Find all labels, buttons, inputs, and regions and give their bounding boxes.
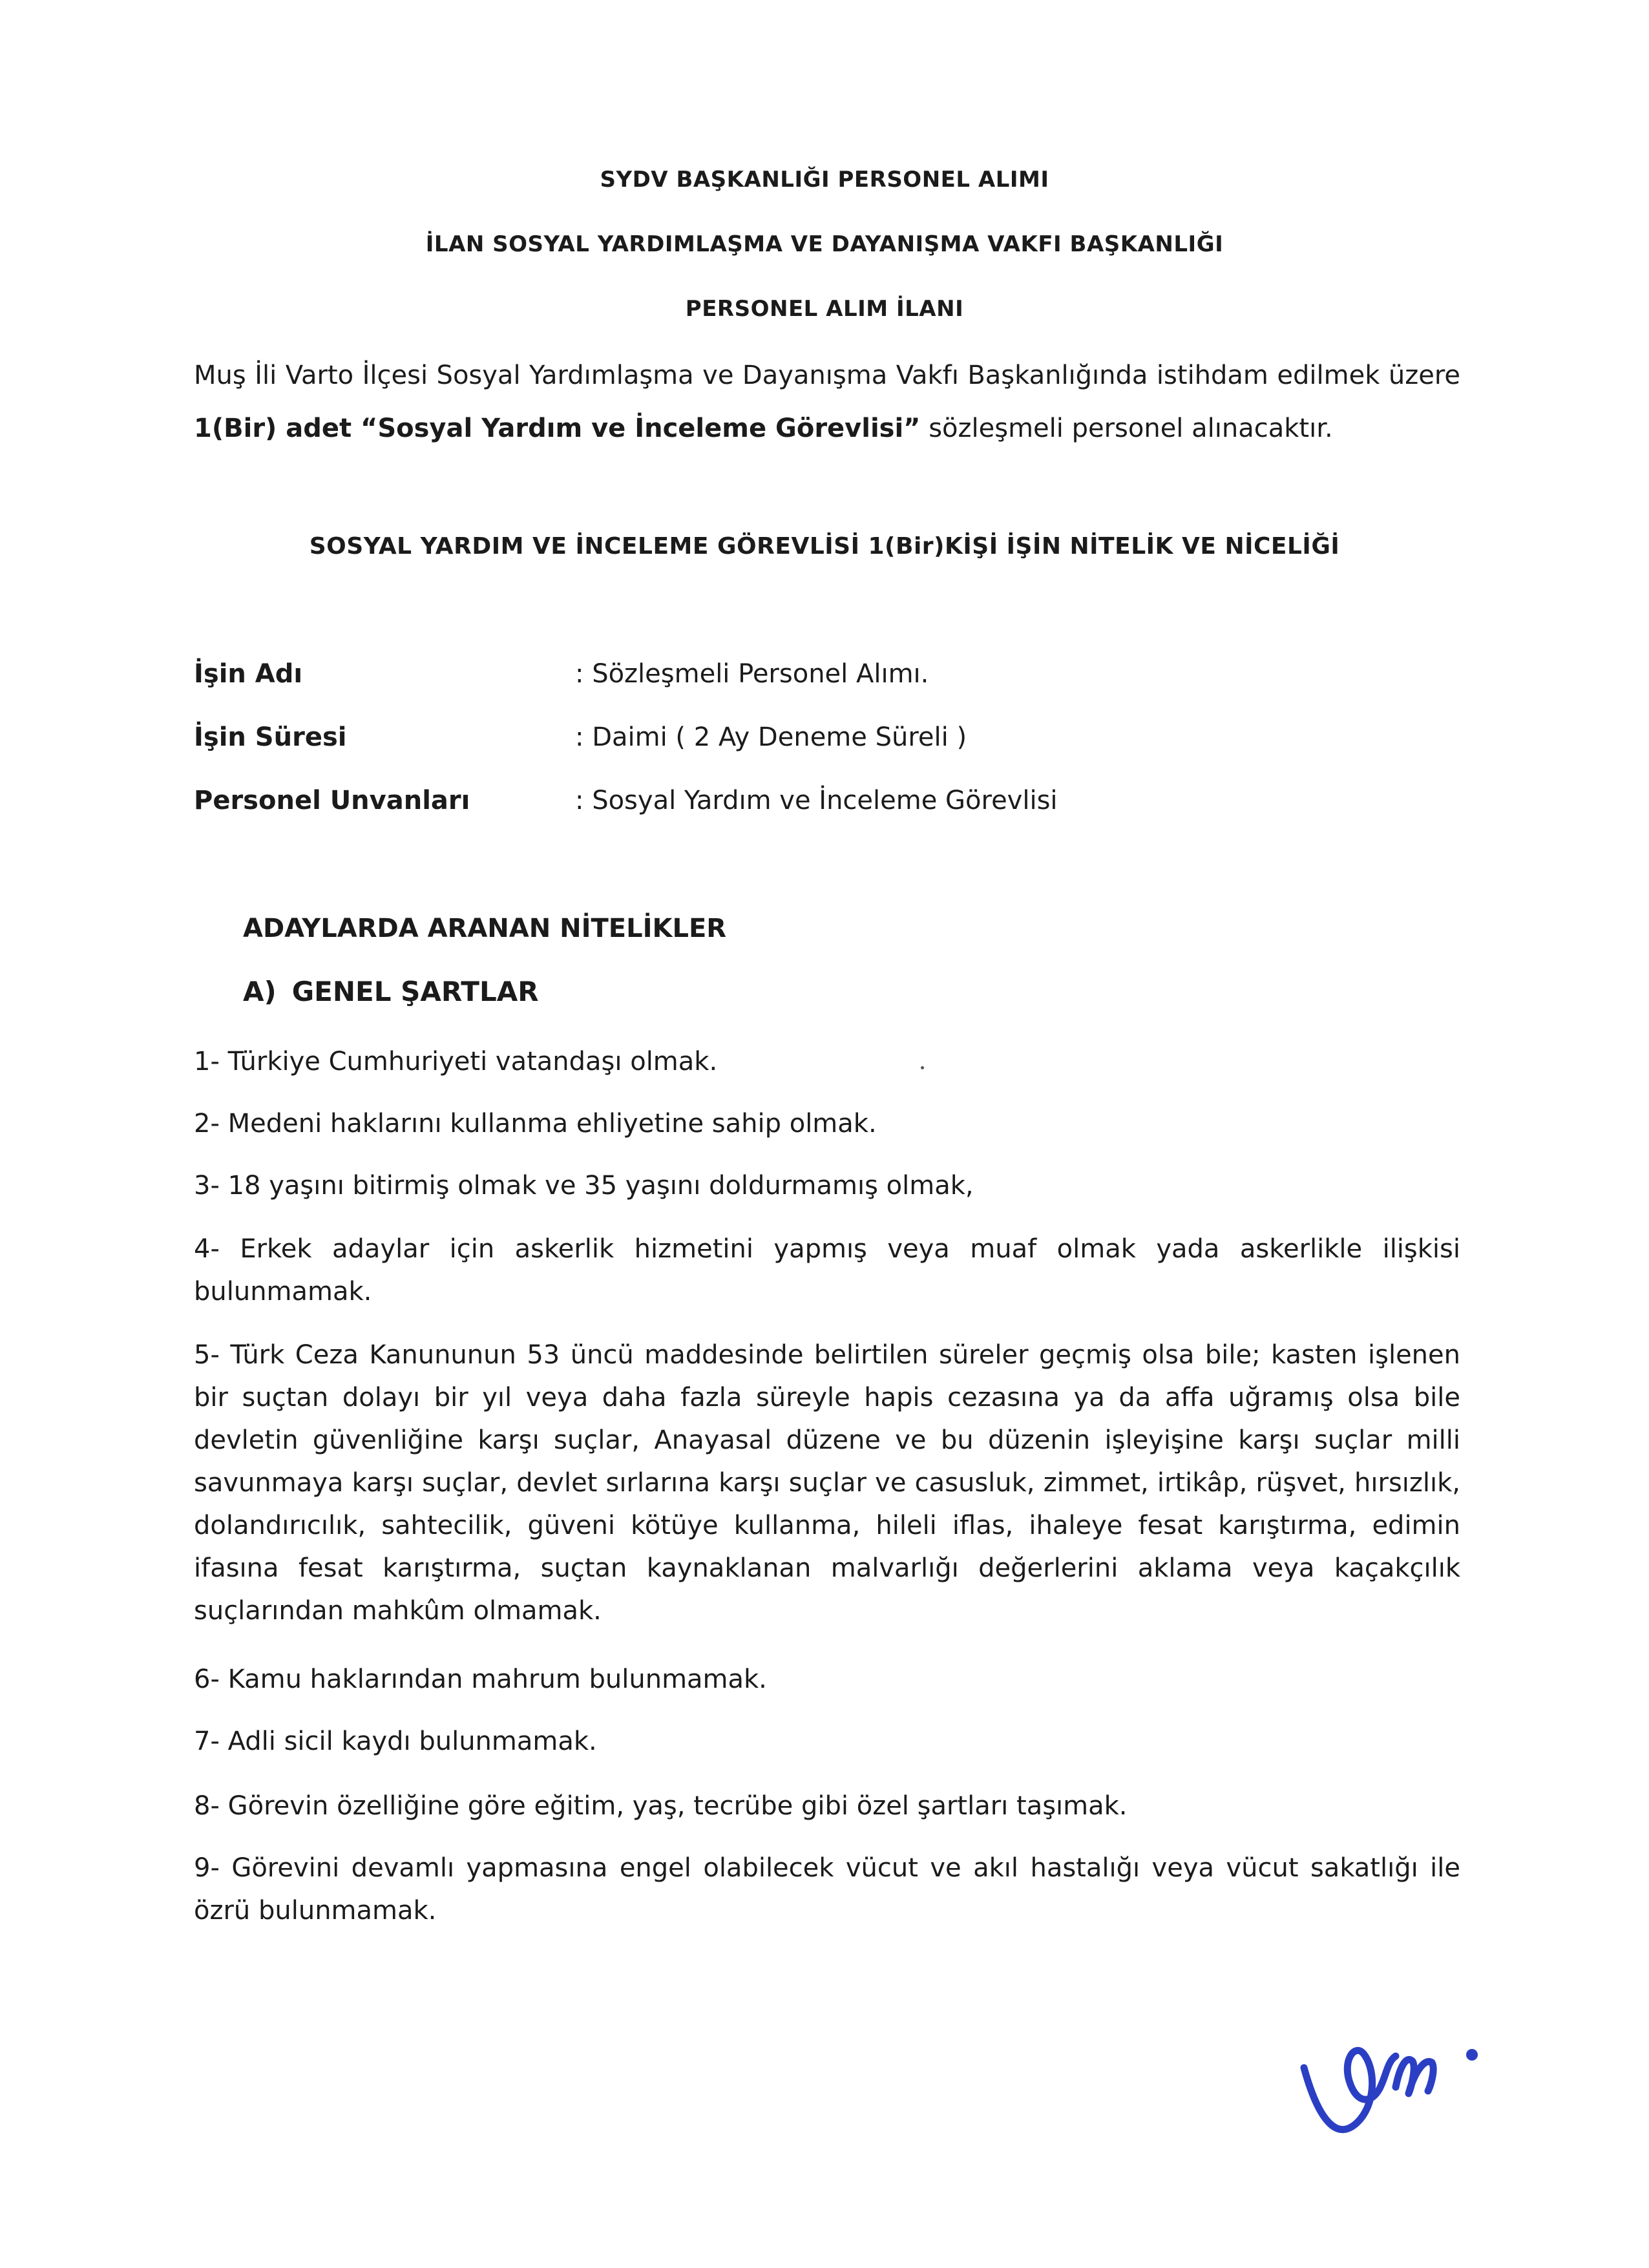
job-info-row <box>194 786 1460 824</box>
job-info-row <box>194 659 1460 698</box>
job-info-key: İşin Adı <box>194 659 303 689</box>
general-conditions-title <box>243 976 539 1007</box>
list-item: 1- Türkiye Cumhuriyeti vatandaşı olmak. <box>194 1047 718 1076</box>
job-heading: SOSYAL YARDIM VE İNCELEME GÖREVLİSİ 1(Bir)KİŞİ İŞİN NİTELİK VE NİCELİĞİ <box>309 533 1340 560</box>
job-info-key: Personel Unvanları <box>194 786 470 815</box>
list-item: 8- Görevin özelliğine göre eğitim, yaş, tecrübe gibi özel şartları taşımak. <box>194 1791 1128 1821</box>
list-item: 9- Görevini devamlı yapmasına engel olabilecek vücut ve akıl hastalığı veya vücut sakatlığı ile özrü bulunmamak. <box>194 1853 1460 1926</box>
header-line-2: İLAN SOSYAL YARDIMLAŞMA VE DAYANIŞMA VAKFI BAŞKANLIĞI <box>425 231 1224 257</box>
list-item: 7- Adli sicil kaydı bulunmamak. <box>194 1727 597 1756</box>
header-line-3: PERSONEL ALIM İLANI <box>685 296 964 322</box>
general-conditions-label: GENEL ŞARTLAR <box>291 976 539 1007</box>
general-conditions-letter: A) <box>243 976 277 1007</box>
list-item: 6- Kamu haklarından mahrum bulunmamak. <box>194 1664 767 1694</box>
header-line-1: SYDV BAŞKANLIĞI PERSONEL ALIMI <box>600 167 1049 193</box>
list-item: 4- Erkek adaylar için askerlik hizmetini yapmış veya muaf olmak yada askerlikle ilişkisi bulunmamak. <box>194 1234 1460 1307</box>
signature-dot <box>1466 2049 1478 2061</box>
job-info-value: : Daimi ( 2 Ay Deneme Süreli ) <box>575 722 967 752</box>
intro-text-bold: 1(Bir) adet “Sosyal Yardım ve İnceleme Görevlisi” <box>194 414 921 443</box>
list-item: 5- Türk Ceza Kanununun 53 üncü maddesinde belirtilen süreler geçmiş olsa bile; kasten işlenen bir suçtan dolayı bir yıl veya daha fazla süreyle hapis cezasına ya da affa uğramış olsa bile devletin güvenliğine karşı suçlar, Anayasal düzene ve bu düzenin işleyişine karşı suçlar milli savunmaya karşı suçlar, devlet sırlarına karşı suçlar ve casusluk, zimmet, irtikâp, rüşvet, hırsızlık, dolandırıcılık, sahtecilik, güveni kötüye kullanma, hileli iflas, ihaleye fesat karıştırma, edimin ifasına fesat karıştırma, suçtan kaynaklanan malvarlığı değerlerini aklama veya kaçakçılık suçlarından mahkûm olmamak. <box>194 1340 1460 1626</box>
job-info-value: : Sosyal Yardım ve İnceleme Görevlisi <box>575 786 1058 815</box>
job-info-value: : Sözleşmeli Personel Alımı. <box>575 659 929 689</box>
intro-text-part-1: Muş İli Varto İlçesi Sosyal Yardımlaşma ve Dayanışma Vakfı Başkanlığında istihdam edilmek üzere <box>194 361 1460 390</box>
signature-stroke <box>1304 2050 1396 2129</box>
list-item: 2- Medeni haklarını kullanma ehliyetine sahip olmak. <box>194 1109 877 1139</box>
job-info-row <box>194 722 1460 761</box>
job-info-key: İşin Süresi <box>194 722 347 752</box>
handwritten-signature <box>1299 2022 1486 2152</box>
intro-text-part-2: sözleşmeli personel alınacaktır. <box>920 414 1333 443</box>
list-item: 3- 18 yaşını bitirmiş olmak ve 35 yaşını doldurmamış olmak, <box>194 1171 974 1201</box>
intro-paragraph <box>194 349 1460 455</box>
signature-stroke <box>1396 2059 1433 2094</box>
qualifications-title: ADAYLARDA ARANAN NİTELİKLER <box>243 914 727 943</box>
